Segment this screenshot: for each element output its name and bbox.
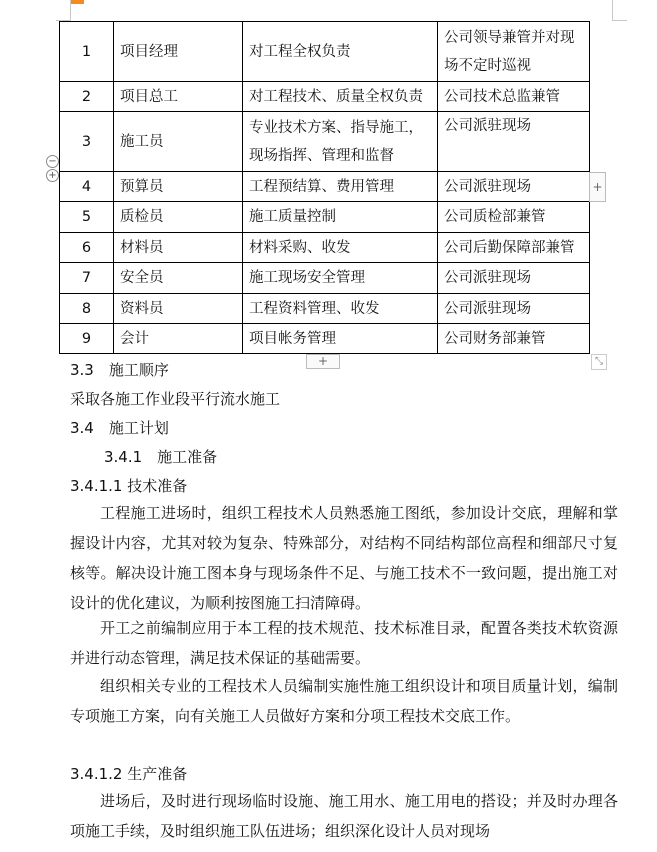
duty-cell: 对工程全权负责	[243, 22, 438, 82]
heading-3-4: 3.4 施工计划	[70, 419, 169, 437]
duty-cell: 项目帐务管理	[243, 324, 438, 354]
role-cell: 资料员	[114, 294, 243, 324]
source-cell: 公司派驻现场	[438, 112, 590, 172]
header-marker	[70, 0, 84, 4]
role-cell: 预算员	[114, 172, 243, 202]
row-number: 8	[60, 294, 114, 324]
staff-table	[59, 21, 590, 354]
source-cell: 公司派驻现场	[438, 172, 590, 202]
paragraph-tech-prep-3: 组织相关专业的工程技术人员编制实施性施工组织设计和项目质量计划，编制专项施工方案，向有关施工人员做好方案和分项工程技术交底工作。	[70, 677, 618, 725]
add-row-button[interactable]: +	[306, 354, 340, 369]
table-row	[60, 263, 590, 294]
source-cell: 公司技术总监兼管	[438, 82, 590, 112]
page-corner-mark-right	[612, 0, 627, 21]
table-row	[60, 233, 590, 263]
table-row	[60, 112, 590, 172]
table-row	[60, 172, 590, 202]
table-row	[60, 294, 590, 324]
role-cell: 项目总工	[114, 82, 243, 112]
role-cell: 会计	[114, 324, 243, 354]
paragraph-production-prep: 进场后，及时进行现场临时设施、施工用水、施工用电的搭设；并及时办理各项施工手续，及时组织施工队伍进场；组织深化设计人员对现场	[70, 792, 618, 840]
role-cell: 施工员	[114, 112, 243, 172]
heading-3-4-1-2: 3.4.1.2 生产准备	[70, 765, 188, 783]
row-number: 3	[60, 112, 114, 172]
duty-cell: 专业技术方案、指导施工，现场指挥、管理和监督	[243, 112, 438, 172]
row-number: 6	[60, 233, 114, 263]
row-number: 4	[60, 172, 114, 202]
row-number: 1	[60, 22, 114, 82]
role-cell: 安全员	[114, 263, 243, 294]
paragraph-tech-prep-1: 工程施工进场时，组织工程技术人员熟悉施工图纸，参加设计交底，理解和掌握设计内容，尤其对较为复杂、特殊部分，对结构不同结构部位高程和细部尺寸复核等。解决设计施工图本身与现场条件不足、与施工技术不一致问题，提出施工对设计的优化建议，为顺利按图施工扫清障碍。	[70, 504, 618, 612]
duty-cell: 施工质量控制	[243, 202, 438, 233]
expand-row-icon[interactable]: +	[46, 169, 59, 182]
role-cell: 质检员	[114, 202, 243, 233]
heading-3-4-1: 3.4.1 施工准备	[104, 448, 218, 466]
duty-cell: 工程资料管理、收发	[243, 294, 438, 324]
row-number: 2	[60, 82, 114, 112]
source-cell: 公司派驻现场	[438, 294, 590, 324]
role-cell: 材料员	[114, 233, 243, 263]
table-resize-icon[interactable]: ⤡	[591, 354, 607, 370]
row-number: 9	[60, 324, 114, 354]
source-cell: 公司质检部兼管	[438, 202, 590, 233]
table-row	[60, 324, 590, 354]
add-column-button[interactable]: +	[589, 172, 606, 202]
heading-3-3: 3.3 施工顺序	[70, 361, 169, 379]
table-row	[60, 82, 590, 112]
page-corner-mark-left	[56, 0, 71, 21]
paragraph-3-3: 采取各施工作业段平行流水施工	[70, 390, 281, 408]
role-cell: 项目经理	[114, 22, 243, 82]
duty-cell: 材料采购、收发	[243, 233, 438, 263]
table-row	[60, 202, 590, 233]
row-number: 5	[60, 202, 114, 233]
heading-3-4-1-1: 3.4.1.1 技术准备	[70, 477, 188, 495]
source-cell: 公司后勤保障部兼管	[438, 233, 590, 263]
collapse-row-icon[interactable]: −	[46, 155, 59, 168]
table-row	[60, 22, 590, 82]
source-cell: 公司派驻现场	[438, 263, 590, 294]
duty-cell: 工程预结算、费用管理	[243, 172, 438, 202]
source-cell: 公司领导兼管并对现场不定时巡视	[438, 22, 590, 82]
duty-cell: 对工程技术、质量全权负责	[243, 82, 438, 112]
row-number: 7	[60, 263, 114, 294]
duty-cell: 施工现场安全管理	[243, 263, 438, 294]
source-cell: 公司财务部兼管	[438, 324, 590, 354]
paragraph-tech-prep-2: 开工之前编制应用于本工程的技术规范、技术标准目录，配置各类技术软资源并进行动态管理，满足技术保证的基础需要。	[70, 619, 618, 667]
